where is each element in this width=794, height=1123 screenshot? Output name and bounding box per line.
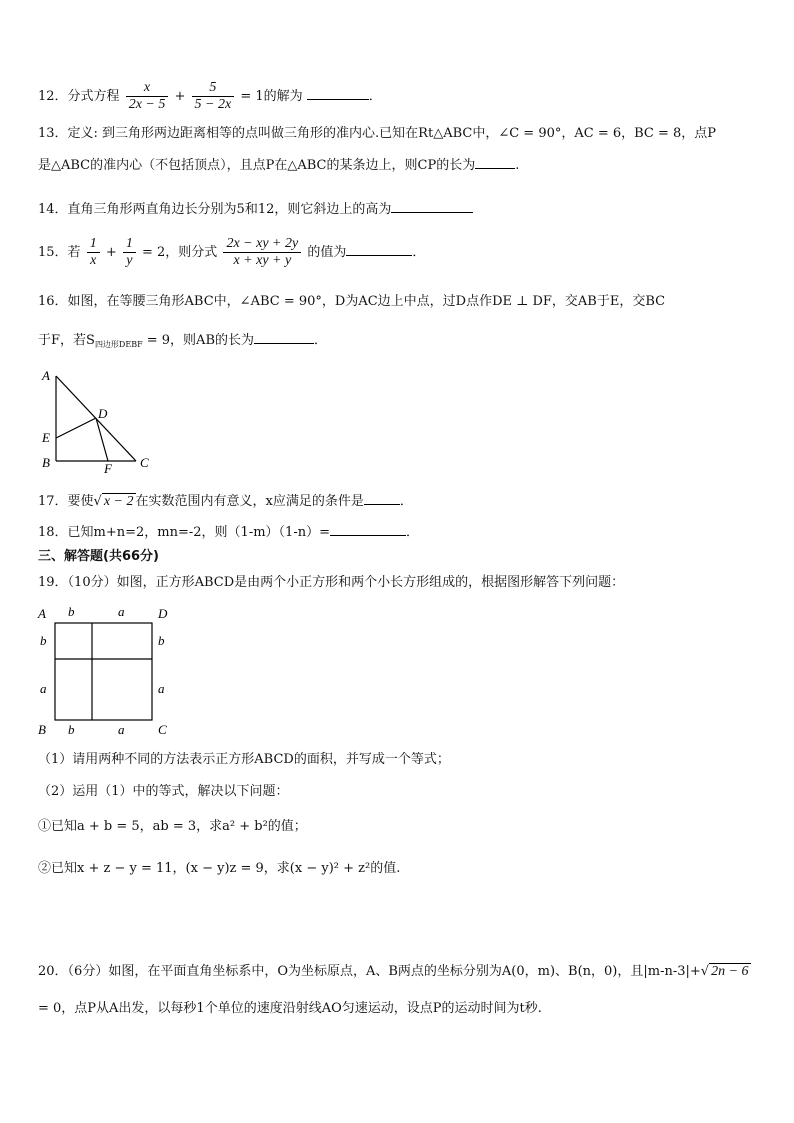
q12-fraction-2: $\frac{5}{5 - 2x}$	[192, 80, 235, 113]
q12-plus: +	[174, 89, 186, 104]
fig19-label-C: C	[158, 722, 167, 737]
q12-answer-blank	[307, 87, 369, 100]
q18-answer-blank	[330, 523, 406, 536]
question-19-part1: （1）请用两种不同的方法表示正方形ABCD的面积，并写成一个等式；	[38, 752, 450, 767]
svg-text:a: a	[118, 604, 125, 619]
q17-radicand: x − 2	[103, 494, 134, 509]
question-18: 18．已知m+n=2，mn=-2，则（1-m）（1-n）= ．	[38, 525, 419, 540]
fig19-label-A: A	[38, 606, 46, 621]
question-14: 14．直角三角形两直角边长分别为5和12，则它斜边上的高为	[38, 200, 473, 219]
svg-text:a: a	[40, 681, 47, 696]
fig16-label-F: F	[104, 461, 112, 476]
question-19-sub2: ②已知x + z − y = 11，(x − y)z = 9，求(x − y)² + z²的值.	[38, 861, 401, 876]
question-19-part2: （2）运用（1）中的等式，解决以下问题：	[38, 784, 289, 799]
question-15: 15．若 $\frac{1}{x}$ + $\frac{1}{y}$ = 2，则分式 $\frac{2x - xy + 2y}{x + xy + y}$ 的值为 ．	[38, 236, 426, 268]
q15-fraction-1: $\frac{1}{x}$	[87, 236, 100, 269]
fig16-label-B: B	[42, 455, 50, 470]
question-12: 12．分式方程 $\frac{x}{2x - 5}$ + $\frac{5}{5 - 2x}$ = 1的解为 ．	[38, 80, 382, 112]
svg-text:a: a	[158, 681, 165, 696]
svg-text:b: b	[40, 633, 47, 648]
fig19-label-D: D	[158, 606, 168, 621]
figure-19-square	[34, 602, 174, 740]
svg-text:b: b	[158, 633, 165, 648]
q14-answer-blank	[391, 200, 473, 213]
q15-answer-blank	[346, 243, 412, 256]
q20-radicand: 2n − 6	[711, 964, 749, 979]
question-13-line1: 13．定义: 到三角形两边距离相等的点叫做三角形的准内心.已知在Rt△ABC中，∠C = 90°，AC = 6，BC = 8，点P	[38, 126, 717, 141]
q17-answer-blank	[364, 492, 400, 505]
fig16-label-D: D	[98, 406, 108, 421]
q12-equation: = 1的解为	[240, 89, 303, 104]
q12-fraction-1: $\frac{x}{2x - 5}$	[126, 80, 169, 113]
question-19-intro: 19．（10分）如图，正方形ABCD是由两个小正方形和两个小长方形组成的，根据图形解答下列问题：	[38, 575, 625, 590]
question-13-line2: 是△ABC的准内心（不包括顶点），且点P在△ABC的某条边上，则CP的长为 .	[38, 158, 520, 173]
svg-text:a: a	[118, 722, 125, 737]
q15-fraction-3: $\frac{2x - xy + 2y}{x + xy + y}$	[223, 236, 301, 269]
figure-16-triangle	[38, 366, 158, 476]
fig16-label-A: A	[42, 368, 50, 383]
q16-answer-blank	[254, 331, 314, 344]
fig16-label-C: C	[140, 455, 149, 470]
fig19-label-B: B	[38, 722, 46, 737]
q15-fraction-2: $\frac{1}{y}$	[123, 236, 136, 269]
question-16-line2: 于F，若$S_{四边形DEBF} = 9$，则AB的长为 ．	[38, 333, 328, 349]
question-20-line2: = 0，点P从A出发，以每秒1个单位的速度沿射线AO匀速运动，设点P的运动时间为t秒.	[38, 1001, 542, 1016]
question-16-line1: 16．如图，在等腰三角形ABC中，∠ABC = 90°，D为AC边上中点，过D点作DE ⊥ DF，交AB于E，交BC	[38, 294, 666, 309]
section-title: 三、解答题(共66分)	[38, 549, 159, 564]
fig16-label-E: E	[42, 430, 50, 445]
question-17: 17．要使√ x − 2 在实数范围内有意义，x应满足的条件是 ．	[38, 494, 413, 509]
svg-text:b: b	[68, 722, 75, 737]
question-20-line1: 20．（6分）如图，在平面直角坐标系中，O为坐标原点，A、B两点的坐标分别为A(0，m)、B(n，0)，且|m-n-3|+√ 2n − 6	[38, 964, 749, 979]
q12-prefix: 12．分式方程	[38, 89, 120, 104]
question-19-sub1: ①已知a + b = 5，ab = 3，求a² + b²的值；	[38, 819, 307, 834]
svg-text:b: b	[68, 604, 75, 619]
q13-answer-blank	[475, 156, 515, 169]
